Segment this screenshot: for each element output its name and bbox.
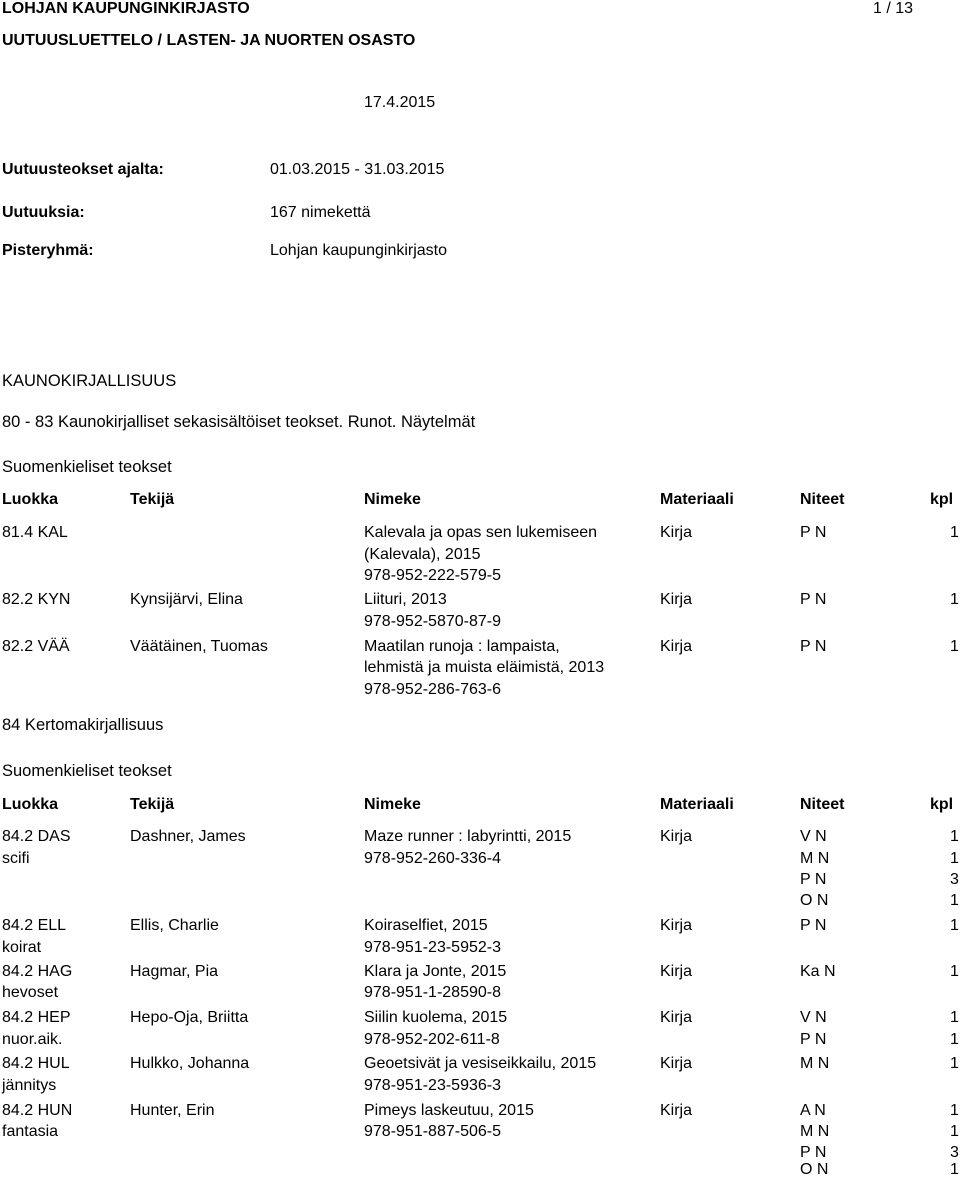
page-number: 1 / 13 <box>873 0 914 17</box>
row-nimeke-cont: (Kalevala), 2015 <box>364 546 481 563</box>
row-tekija: Dashner, James <box>130 828 246 845</box>
row-nimeke-cont: lehmistä ja muista eläimistä, 2013 <box>364 659 605 676</box>
row-nimeke: Liituri, 2013 <box>364 591 447 608</box>
row-nimeke: Siilin kuolema, 2015 <box>364 1009 508 1026</box>
row-tekija: Hulkko, Johanna <box>130 1055 250 1072</box>
col-niteet: Niteet <box>800 491 845 508</box>
row-materiaali: Kirja <box>660 963 693 980</box>
row-niteet: P N <box>800 1144 827 1161</box>
col-tekija: Tekijä <box>130 491 175 508</box>
row-niteet: M N <box>800 1055 830 1072</box>
row-genre: hevoset <box>2 984 59 1001</box>
row-isbn: 978-951-887-506-5 <box>364 1123 501 1140</box>
row-kpl: 1 <box>950 1055 959 1072</box>
row-nimeke: Pimeys laskeutuu, 2015 <box>364 1102 534 1119</box>
row-tekija: Hunter, Erin <box>130 1102 215 1119</box>
row-luokka: 82.2 VÄÄ <box>2 638 70 655</box>
row-niteet: M N <box>800 850 830 867</box>
row-genre: koirat <box>2 939 42 956</box>
row-isbn: 978-952-202-611-8 <box>364 1031 500 1048</box>
report-date: 17.4.2015 <box>364 94 436 111</box>
col-kpl: kpl <box>930 796 954 813</box>
row-materiaali: Kirja <box>660 917 693 934</box>
row-kpl: 1 <box>950 892 959 909</box>
row-kpl: 1 <box>950 850 959 867</box>
row-luokka: 81.4 KAL <box>2 524 68 541</box>
row-nimeke: Koiraselfiet, 2015 <box>364 917 488 934</box>
row-isbn: 978-951-1-28590-8 <box>364 984 501 1001</box>
row-nimeke: Maatilan runoja : lampaista, <box>364 638 560 655</box>
row-isbn: 978-952-260-336-4 <box>364 850 501 867</box>
row-niteet: P N <box>800 871 827 888</box>
row-kpl: 1 <box>950 1123 959 1140</box>
row-tekija: Ellis, Charlie <box>130 917 219 934</box>
col-materiaali: Materiaali <box>660 491 734 508</box>
col-luokka: Luokka <box>2 796 59 813</box>
row-tekija: Väätäinen, Tuomas <box>130 638 268 655</box>
row-luokka: 84.2 HUN <box>2 1102 73 1119</box>
row-kpl: 1 <box>950 1161 959 1178</box>
row-kpl: 1 <box>950 963 959 980</box>
row-kpl: 1 <box>950 1009 959 1026</box>
row-niteet: V N <box>800 1009 827 1026</box>
row-genre: jännitys <box>2 1077 57 1094</box>
section-subheading: Suomenkieliset teokset <box>2 458 172 476</box>
row-niteet: P N <box>800 638 827 655</box>
col-kpl: kpl <box>930 491 954 508</box>
col-materiaali: Materiaali <box>660 796 734 813</box>
row-niteet: P N <box>800 917 827 934</box>
group-value: Lohjan kaupunginkirjasto <box>270 242 448 259</box>
row-niteet: P N <box>800 591 827 608</box>
row-niteet: Ka N <box>800 963 836 980</box>
row-kpl: 1 <box>950 638 959 655</box>
count-label: Uutuuksia: <box>2 204 85 221</box>
library-name: LOHJAN KAUPUNGINKIRJASTO <box>2 0 250 17</box>
row-nimeke: Maze runner : labyrintti, 2015 <box>364 828 572 845</box>
row-luokka: 84.2 HEP <box>2 1009 71 1026</box>
row-kpl: 1 <box>950 1031 959 1048</box>
col-tekija: Tekijä <box>130 796 175 813</box>
period-label: Uutuusteokset ajalta: <box>2 161 164 178</box>
row-materiaali: Kirja <box>660 638 693 655</box>
row-materiaali: Kirja <box>660 828 693 845</box>
row-isbn: 978-951-23-5952-3 <box>364 939 501 956</box>
row-nimeke: Geoetsivät ja vesiseikkailu, 2015 <box>364 1055 597 1072</box>
period-value: 01.03.2015 - 31.03.2015 <box>270 161 445 178</box>
section-heading: 84 Kertomakirjallisuus <box>2 716 164 734</box>
row-kpl: 3 <box>950 1144 959 1161</box>
group-label: Pisteryhmä: <box>2 242 94 259</box>
section-heading: 80 - 83 Kaunokirjalliset sekasisältöiset teokset. Runot. Näytelmät <box>2 413 476 431</box>
row-kpl: 1 <box>950 591 959 608</box>
row-niteet: M N <box>800 1123 830 1140</box>
row-niteet: V N <box>800 828 827 845</box>
col-nimeke: Nimeke <box>364 491 421 508</box>
row-luokka: 84.2 HAG <box>2 963 73 980</box>
row-kpl: 1 <box>950 524 959 541</box>
col-niteet: Niteet <box>800 796 845 813</box>
row-tekija: Kynsijärvi, Elina <box>130 591 243 608</box>
row-materiaali: Kirja <box>660 1009 693 1026</box>
row-niteet: O N <box>800 892 829 909</box>
row-luokka: 84.2 HUL <box>2 1055 70 1072</box>
row-niteet: O N <box>800 1161 829 1178</box>
row-luokka: 84.2 DAS <box>2 828 71 845</box>
col-luokka: Luokka <box>2 491 59 508</box>
row-tekija: Hagmar, Pia <box>130 963 219 980</box>
row-kpl: 3 <box>950 871 959 888</box>
row-materiaali: Kirja <box>660 591 693 608</box>
row-niteet: A N <box>800 1102 826 1119</box>
main-heading: KAUNOKIRJALLISUUS <box>2 372 177 390</box>
row-kpl: 1 <box>950 828 959 845</box>
row-kpl: 1 <box>950 1102 959 1119</box>
row-genre: nuor.aik. <box>2 1031 63 1048</box>
row-niteet: P N <box>800 524 827 541</box>
row-materiaali: Kirja <box>660 1055 693 1072</box>
section-subheading: Suomenkieliset teokset <box>2 762 172 780</box>
row-kpl: 1 <box>950 917 959 934</box>
row-nimeke: Klara ja Jonte, 2015 <box>364 963 507 980</box>
row-isbn: 978-952-5870-87-9 <box>364 613 501 630</box>
row-materiaali: Kirja <box>660 524 693 541</box>
row-genre: scifi <box>2 850 30 867</box>
row-nimeke: Kalevala ja opas sen lukemiseen <box>364 524 598 541</box>
row-isbn: 978-952-222-579-5 <box>364 567 501 584</box>
row-luokka: 82.2 KYN <box>2 591 71 608</box>
row-isbn: 978-952-286-763-6 <box>364 681 501 698</box>
row-luokka: 84.2 ELL <box>2 917 67 934</box>
list-title: UUTUUSLUETTELO / LASTEN- JA NUORTEN OSASTO <box>2 32 416 49</box>
col-nimeke: Nimeke <box>364 796 421 813</box>
count-value: 167 nimekettä <box>270 204 371 221</box>
row-isbn: 978-951-23-5936-3 <box>364 1077 501 1094</box>
row-tekija: Hepo-Oja, Briitta <box>130 1009 249 1026</box>
row-niteet: P N <box>800 1031 827 1048</box>
row-genre: fantasia <box>2 1123 59 1140</box>
row-materiaali: Kirja <box>660 1102 693 1119</box>
